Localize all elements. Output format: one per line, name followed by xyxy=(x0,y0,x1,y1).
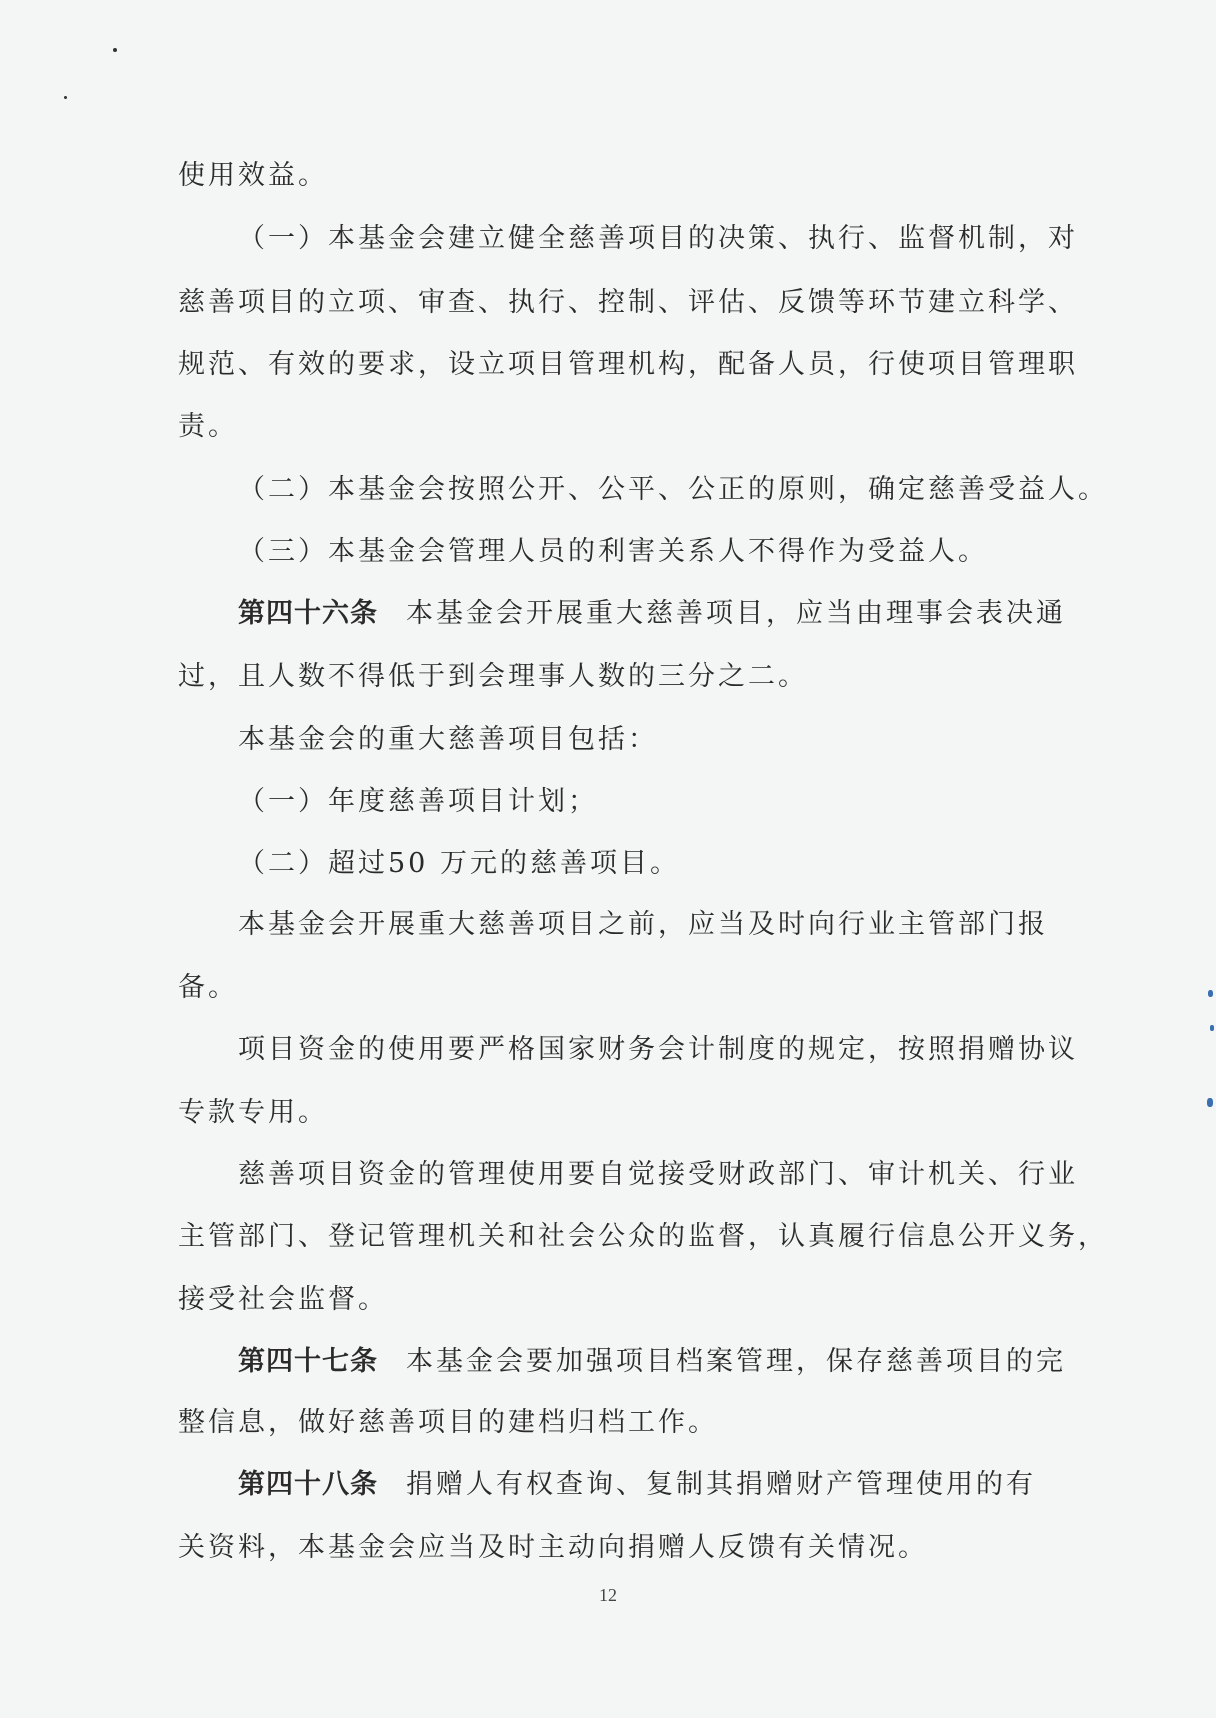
paragraph-line: 慈善项目的立项、审查、执行、控制、评估、反馈等环节建立科学、 xyxy=(178,287,1078,318)
scan-mark xyxy=(1207,1098,1213,1107)
paragraph-line: （一）本基金会建立健全慈善项目的决策、执行、监督机制，对 xyxy=(238,223,1078,254)
article-heading: 第四十六条 xyxy=(238,598,378,629)
article-text: 捐赠人有权查询、复制其捐赠财产管理使用的有 xyxy=(406,1469,1036,1500)
scan-speck xyxy=(113,48,117,52)
paragraph-line: （一）年度慈善项目计划； xyxy=(238,786,598,817)
article-heading: 第四十八条 xyxy=(238,1469,378,1500)
paragraph-line: （三）本基金会管理人员的利害关系人不得作为受益人。 xyxy=(238,536,988,567)
scan-speck xyxy=(64,96,67,99)
paragraph-line: 过，且人数不得低于到会理事人数的三分之二。 xyxy=(178,661,808,692)
paragraph-line: 专款专用。 xyxy=(178,1097,328,1128)
page-number: 12 xyxy=(599,1585,617,1605)
article-heading: 第四十七条 xyxy=(238,1346,378,1377)
paragraph-line: 整信息，做好慈善项目的建档归档工作。 xyxy=(178,1407,718,1438)
scan-mark xyxy=(1210,1025,1214,1031)
article-text: 本基金会要加强项目档案管理，保存慈善项目的完 xyxy=(406,1346,1066,1377)
paragraph-line: 本基金会的重大慈善项目包括： xyxy=(238,724,658,755)
article-text: 本基金会开展重大慈善项目，应当由理事会表决通 xyxy=(406,598,1066,629)
paragraph-line: 主管部门、登记管理机关和社会公众的监督，认真履行信息公开义务， xyxy=(178,1221,1108,1252)
paragraph-line: 接受社会监督。 xyxy=(178,1284,388,1315)
paragraph-line: 规范、有效的要求，设立项目管理机构，配备人员，行使项目管理职 xyxy=(178,349,1078,380)
article-48 xyxy=(238,1468,1038,1502)
paragraph-line: 责。 xyxy=(178,411,238,442)
paragraph-line: 本基金会开展重大慈善项目之前，应当及时向行业主管部门报 xyxy=(238,909,1048,940)
paragraph-line: （二）超过50 万元的慈善项目。 xyxy=(238,848,680,879)
paragraph-line: 备。 xyxy=(178,972,238,1003)
paragraph-line: （二）本基金会按照公开、公平、公正的原则，确定慈善受益人。 xyxy=(238,474,1108,505)
paragraph-line: 使用效益。 xyxy=(178,160,328,191)
paragraph-line: 项目资金的使用要严格国家财务会计制度的规定，按照捐赠协议 xyxy=(238,1034,1078,1065)
article-47 xyxy=(238,1345,1066,1379)
paragraph-line: 关资料，本基金会应当及时主动向捐赠人反馈有关情况。 xyxy=(178,1532,928,1563)
article-46 xyxy=(238,597,1066,631)
scan-mark xyxy=(1208,990,1213,997)
paragraph-line: 慈善项目资金的管理使用要自觉接受财政部门、审计机关、行业 xyxy=(238,1159,1078,1190)
